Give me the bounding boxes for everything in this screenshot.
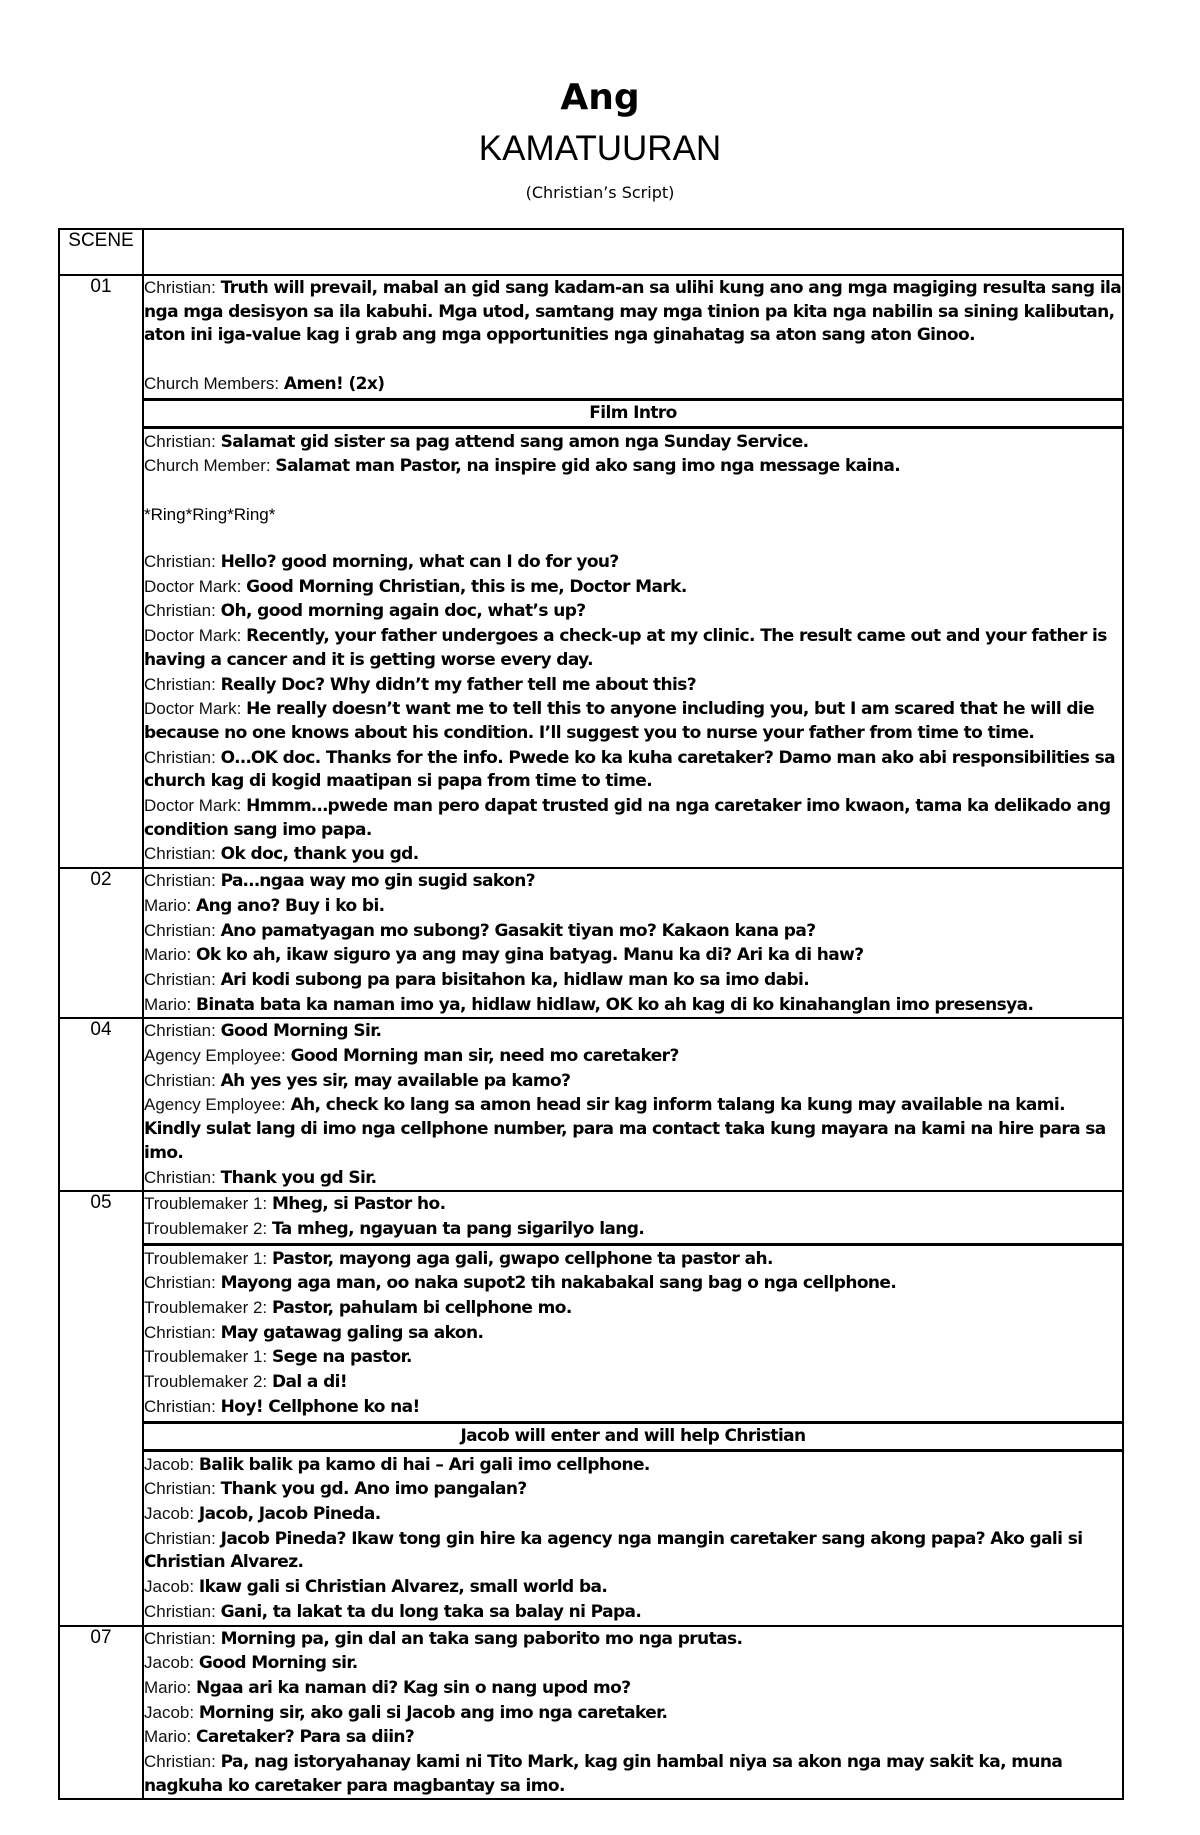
- dialogue-line: [144, 1701, 1122, 1726]
- dialogue-line: [144, 624, 1122, 672]
- speaker-name: Doctor Mark:: [144, 626, 242, 646]
- dialogue-text: Salamat man Pastor, na inspire gid ako sang imo nga message kaina.: [275, 456, 901, 477]
- dialogue-line: [144, 1527, 1122, 1575]
- dialogue-text: Mheg, si Pastor ho.: [271, 1194, 446, 1215]
- dialogue-text: Mayong aga man, oo naka supot2 tih nakabakal sang bag o nga cellphone.: [220, 1273, 897, 1294]
- dialogue-text: Ari kodi subong pa para bisitahon ka, hidlaw man ko sa imo dabi.: [220, 969, 810, 990]
- dialogue-line: [144, 919, 1122, 944]
- speaker-name: Christian:: [144, 1273, 216, 1293]
- speaker-name: Jacob:: [144, 1702, 195, 1722]
- dialogue-text: Hello? good morning, what can I do for you?: [220, 551, 619, 572]
- dialogue-line: [144, 1502, 1122, 1527]
- speaker-name: Christian:: [144, 1601, 216, 1621]
- scene-number: 04: [59, 1018, 143, 1191]
- dialogue-text: Morning pa, gin dal an taka sang paborito mo nga prutas.: [220, 1628, 743, 1649]
- speaker-name: Christian:: [144, 1396, 216, 1416]
- dialogue-line: [144, 993, 1122, 1018]
- speaker-name: Mario:: [144, 895, 192, 915]
- scene-row: [59, 1191, 1123, 1625]
- scene-header-cell: [59, 229, 143, 275]
- section-rule: [144, 1421, 1122, 1424]
- dialogue-line: [144, 1651, 1122, 1676]
- dialogue-text: Thank you gd Sir.: [220, 1167, 377, 1188]
- title-line-2: KAMATUURAN: [478, 129, 722, 168]
- dialogue-line: [144, 1044, 1122, 1069]
- dialogue-line: [144, 1370, 1122, 1395]
- speaker-name: Christian:: [144, 431, 216, 451]
- dialogue-text: Caretaker? Para sa diin?: [196, 1727, 415, 1748]
- speaker-name: Agency Employee:: [144, 1046, 286, 1066]
- dialogue-text: Pa, nag istoryahanay kami ni Tito Mark, kag gin hambal niya sa akon nga may sakit ka, muna nagkuha ko caretaker para magbantay sa imo.: [144, 1752, 1063, 1796]
- dialogue-text: Jacob, Jacob Pineda.: [198, 1504, 381, 1524]
- dialogue-line: [144, 1477, 1122, 1502]
- dialogue-line: [144, 1676, 1122, 1701]
- section-rule: [144, 426, 1122, 429]
- dialogue-line: [144, 1453, 1122, 1478]
- dialogue-text: Ano pamatyagan mo subong? Gasakit tiyan mo? Kakaon kana pa?: [220, 920, 816, 941]
- scene-number: 07: [59, 1626, 143, 1800]
- dialogue-text: Truth will prevail, mabal an gid sang kadam-an sa ulihi kung ano ang mga magiging resulta sang ila nga mga desisyon sa ila kabuhi. Mga utod, samtang may mga tinion pa kita nga nabilin sa sining kalibutan, aton ini iga-value kag i grab ang mga opportunities nga ginahatag sa aton sang aton Ginoo.: [144, 278, 1122, 346]
- scene-header-label: SCENE: [68, 230, 134, 251]
- dialogue-line: [144, 599, 1122, 624]
- speaker-name: Christian:: [144, 1021, 216, 1041]
- dialogue-text: He really doesn’t want me to tell this to anyone including you, but I am scared that he will die because no one knows about his condition. I’ll suggest you to nurse your father from time to time.: [144, 699, 1095, 743]
- scene-row: [59, 868, 1123, 1018]
- dialogue-line: [144, 1271, 1122, 1296]
- dialogue-text: Good Morning Christian, this is me, Doctor Mark.: [246, 576, 687, 597]
- dialogue-text: Ang ano? Buy i ko bi.: [196, 895, 385, 916]
- scene-content: [143, 275, 1123, 868]
- speaker-name: Christian:: [144, 844, 216, 864]
- dialogue-line: [144, 1725, 1122, 1750]
- dialogue-text: Good Morning Sir.: [220, 1021, 382, 1042]
- speaker-name: Jacob:: [144, 1577, 195, 1597]
- speaker-name: Church Member:: [144, 456, 271, 476]
- dialogue-line: [144, 894, 1122, 919]
- dialogue-line: [144, 1395, 1122, 1420]
- dialogue-text: Recently, your father undergoes a check-up at my clinic. The result came out and your father is having a cancer and it is getting worse every day.: [144, 626, 1107, 670]
- dialogue-text: Ok ko ah, ikaw siguro ya ang may gina batyag. Manu ka di? Ari ka di haw?: [196, 945, 864, 966]
- dialogue-line: [144, 697, 1122, 745]
- speaker-name: Church Members:: [144, 373, 280, 393]
- blank-line: [144, 479, 1122, 503]
- dialogue-text: Pastor, pahulam bi cellphone mo.: [271, 1298, 572, 1319]
- dialogue-line: [144, 1217, 1122, 1242]
- dialogue-line: [144, 794, 1122, 842]
- dialogue-line: [144, 1345, 1122, 1370]
- dialogue-text: Salamat gid sister sa pag attend sang amon nga Sunday Service.: [220, 431, 809, 452]
- speaker-name: Christian:: [144, 278, 216, 297]
- dialogue-line: [144, 430, 1122, 455]
- dialogue-line: [144, 550, 1122, 575]
- scene-row: [59, 1626, 1123, 1800]
- speaker-name: Doctor Mark:: [144, 796, 242, 816]
- dialogue-text: Sege na pastor.: [271, 1347, 412, 1368]
- section-rule: [144, 1449, 1122, 1452]
- scene-content: [143, 1018, 1123, 1191]
- dialogue-text: Binata bata ka naman imo ya, hidlaw hidlaw, OK ko ah kag di ko kinahanglan imo presensya.: [196, 994, 1034, 1015]
- speaker-name: Troublemaker 1:: [144, 1194, 268, 1214]
- section-rule: [144, 1243, 1122, 1246]
- speaker-name: Jacob:: [144, 1454, 195, 1474]
- speaker-name: Troublemaker 2:: [144, 1218, 268, 1238]
- speaker-name: Christian:: [144, 747, 216, 767]
- dialogue-text: Ok doc, thank you gd.: [220, 844, 419, 865]
- dialogue-line: [144, 1575, 1122, 1600]
- dialogue-text: Gani, ta lakat ta du long taka sa balay ni Papa.: [220, 1601, 642, 1622]
- scene-row: [59, 1018, 1123, 1191]
- scene-content: [143, 1626, 1123, 1800]
- speaker-name: Troublemaker 2:: [144, 1298, 268, 1318]
- speaker-name: Agency Employee:: [144, 1095, 286, 1115]
- dialogue-line: [144, 1093, 1122, 1165]
- dialogue-text: Balik balik pa kamo di hai – Ari gali imo cellphone.: [198, 1454, 650, 1475]
- speaker-name: Christian:: [144, 1322, 216, 1342]
- speaker-name: Christian:: [144, 1752, 216, 1772]
- dialogue-line: [144, 1192, 1122, 1217]
- dialogue-line: [144, 1247, 1122, 1272]
- speaker-name: Mario:: [144, 994, 192, 1014]
- speaker-name: Jacob:: [144, 1653, 195, 1673]
- dialogue-line: [144, 1069, 1122, 1094]
- dialogue-line: [144, 1750, 1122, 1798]
- speaker-name: Troublemaker 1:: [144, 1347, 268, 1367]
- dialogue-text: Jacob Pineda? Ikaw tong gin hire ka agency nga mangin caretaker sang akong papa? Ako gali si Christian Alvarez.: [144, 1528, 1083, 1573]
- title-line-1: Ang: [560, 77, 640, 118]
- speaker-name: Doctor Mark:: [144, 576, 242, 596]
- dialogue-text: Hmmm…pwede man pero dapat trusted gid na nga caretaker imo kwaon, tama ka delikado ang condition sang imo papa.: [144, 796, 1111, 840]
- dialogue-text: Amen! (2x): [283, 373, 385, 394]
- document-header: [0, 78, 1200, 204]
- speaker-name: Christian:: [144, 1070, 216, 1090]
- dialogue-line: [144, 1019, 1122, 1044]
- dialogue-line: [144, 1627, 1122, 1652]
- dialogue-line: [144, 372, 1122, 397]
- dialogue-text: Ngaa ari ka naman di? Kag sin o nang upod mo?: [196, 1677, 631, 1698]
- dialogue-line: [144, 1321, 1122, 1346]
- scene-content: [143, 868, 1123, 1018]
- speaker-name: Christian:: [144, 920, 216, 940]
- dialogue-text: Morning sir, ako gali si Jacob ang imo nga caretaker.: [198, 1702, 668, 1723]
- dialogue-text: Ah yes yes sir, may available pa kamo?: [220, 1070, 571, 1091]
- section-divider-label: Film Intro: [589, 402, 677, 423]
- dialogue-text: Pastor, mayong aga gali, gwapo cellphone ta pastor ah.: [271, 1248, 773, 1269]
- section-rule: [144, 398, 1122, 401]
- dialogue-text: Really Doc? Why didn’t my father tell me about this?: [220, 674, 696, 695]
- section-divider-label: Jacob will enter and will help Christian: [460, 1425, 806, 1446]
- dialogue-line: [144, 1600, 1122, 1625]
- scene-number: 02: [59, 868, 143, 1018]
- speaker-name: Doctor Mark:: [144, 699, 242, 719]
- stage-direction: *Ring*Ring*Ring*: [144, 504, 276, 524]
- dialogue-text: O…OK doc. Thanks for the info. Pwede ko ka kuha caretaker? Damo man ako abi responsibilities sa church kag di kogid maatipan si papa from time to time.: [144, 747, 1116, 792]
- subtitle: (Christian’s Script): [525, 183, 675, 202]
- dialogue-line: [144, 746, 1122, 794]
- dialogue-text: Ikaw gali si Christian Alvarez, small world ba.: [198, 1577, 608, 1598]
- dialogue-text: Thank you gd. Ano imo pangalan?: [220, 1479, 527, 1500]
- script-table: [58, 228, 1124, 1800]
- speaker-name: Christian:: [144, 601, 216, 621]
- dialogue-line: [144, 673, 1122, 698]
- scene-content: [143, 1191, 1123, 1625]
- dialogue-line: [144, 869, 1122, 894]
- dialogue-line: [144, 842, 1122, 867]
- speaker-name: Christian:: [144, 1167, 216, 1187]
- speaker-name: Jacob:: [144, 1504, 195, 1523]
- dialogue-text: Good Morning sir.: [198, 1653, 358, 1674]
- speaker-name: Christian:: [144, 1479, 216, 1499]
- dialogue-line: [144, 1296, 1122, 1321]
- speaker-name: Troublemaker 1:: [144, 1248, 268, 1268]
- blank-line: [144, 348, 1122, 372]
- dialogue-text: Ta mheg, ngayuan ta pang sigarilyo lang.: [271, 1218, 645, 1239]
- scene-row: [59, 275, 1123, 868]
- scene-number: 05: [59, 1191, 143, 1625]
- dialogue-line: [144, 968, 1122, 993]
- blank-line: [144, 526, 1122, 550]
- speaker-name: Christian:: [144, 871, 216, 891]
- dialogue-text: Oh, good morning again doc, what’s up?: [220, 601, 586, 622]
- speaker-name: Christian:: [144, 1628, 216, 1648]
- speaker-name: Mario:: [144, 945, 192, 965]
- speaker-name: Christian:: [144, 551, 216, 571]
- dialogue-line: [144, 454, 1122, 479]
- speaker-name: Troublemaker 2:: [144, 1372, 268, 1392]
- speaker-name: Mario:: [144, 1727, 192, 1747]
- dialogue-line: [144, 943, 1122, 968]
- dialogue-text: Good Morning man sir, need mo caretaker?: [290, 1046, 679, 1067]
- dialogue-line: [144, 276, 1122, 348]
- dialogue-text: Dal a di!: [271, 1372, 348, 1393]
- dialogue-text: Ah, check ko lang sa amon head sir kag inform talang ka kung may available na kami. Kindly sulat lang di imo nga cellphone number, para ma contact taka kung mayara na kami na hire para sa imo.: [144, 1095, 1106, 1163]
- speaker-name: Christian:: [144, 1528, 216, 1548]
- dialogue-text: Pa…ngaa way mo gin sugid sakon?: [220, 871, 536, 892]
- speaker-name: Mario:: [144, 1677, 192, 1697]
- table-header-row: [59, 229, 1123, 275]
- speaker-name: Christian:: [144, 969, 216, 989]
- speaker-name: Christian:: [144, 674, 216, 694]
- scene-number: 01: [59, 275, 143, 868]
- dialogue-text: Hoy! Cellphone ko na!: [220, 1396, 420, 1417]
- content-header-cell: [143, 229, 1123, 275]
- dialogue-line: [144, 575, 1122, 600]
- dialogue-line: [144, 1166, 1122, 1191]
- dialogue-text: May gatawag galing sa akon.: [220, 1322, 484, 1343]
